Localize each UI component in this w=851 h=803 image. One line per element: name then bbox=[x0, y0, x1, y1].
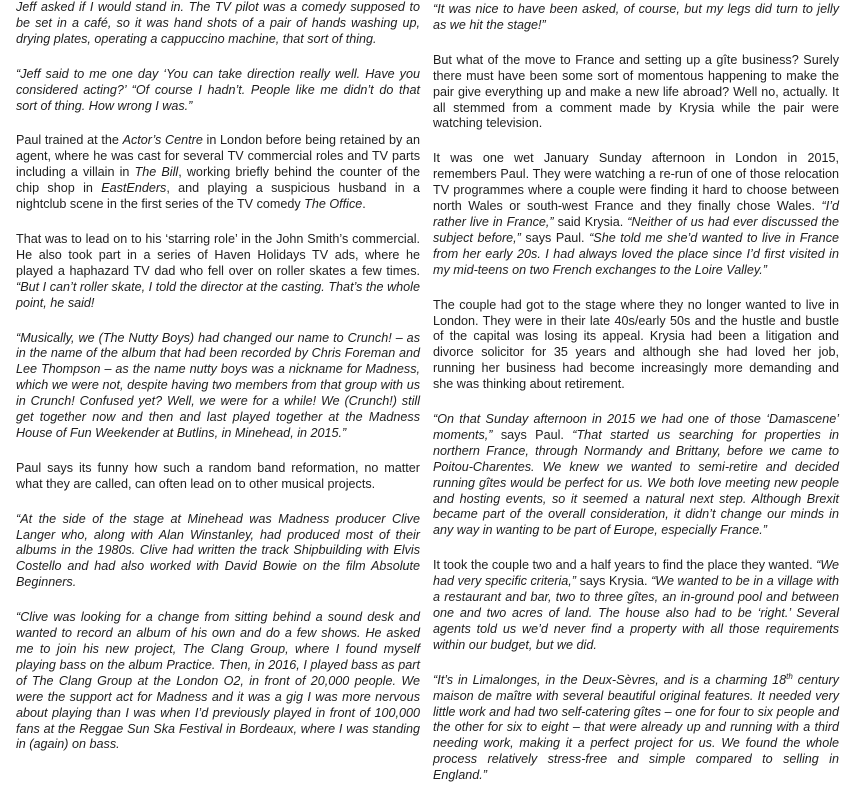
article-paragraph bbox=[16, 67, 420, 115]
article-paragraph bbox=[433, 558, 839, 653]
text-run: EastEnders bbox=[101, 181, 167, 196]
article-paragraph bbox=[433, 53, 839, 133]
text-run: “We had very specific criteria,” bbox=[433, 558, 839, 589]
text-run: Paul trained at the bbox=[16, 133, 123, 148]
article-paragraph bbox=[433, 151, 839, 278]
article-paragraph bbox=[16, 461, 420, 493]
article-paragraph bbox=[433, 412, 839, 539]
text-run: says Paul. bbox=[492, 427, 573, 442]
text-run: Actor’s Centre bbox=[122, 133, 203, 148]
article-paragraph bbox=[16, 331, 420, 442]
text-run: “Jeff said to me one day ‘You can take direction really well. Have you considered acting?’ “Of course I hadn’t. People like me didn’t do that sort of thing. How wrong I was.” bbox=[16, 66, 420, 113]
text-run: says Paul. bbox=[520, 230, 590, 245]
article-paragraph bbox=[433, 2, 839, 34]
text-run: century maison de maître with several beautiful original features. It needed very little work and had two self-catering gîtes – one for four to six people and the other for six to eight – that were already up and running with a third needing work, making it a perfect project for us. We found the whole process relatively stress-free and simple compared to selling in England.” bbox=[433, 672, 839, 783]
text-run: Jeff asked if I would stand in. The TV pilot was a comedy supposed to be set in a café, so it was hand shots of a pair of hands washing up, drying plates, operating a cappuccino machine, that sort of thing. bbox=[16, 0, 420, 46]
text-run: The Office bbox=[304, 197, 363, 212]
text-run: “On that Sunday afternoon in 2015 we had one of those ‘Damascene’ moments,” bbox=[433, 412, 839, 442]
text-run: “But I can’t roller skate, I told the director at the casting. That’s the whole point, he said! bbox=[16, 279, 420, 310]
text-run: in London before being retained by an agent, where he was cast for several TV commercial roles and TV parts including a villain in bbox=[16, 133, 420, 180]
text-run: “We wanted to be in a village with a restaurant and bar, two to three gîtes, an in-ground pool and between one and two acres of land. The house also had to be ‘right.’ Several agents told us we’d never find a property with all those requirements within our budget, but we did. bbox=[433, 574, 839, 652]
text-run: Paul says its funny how such a random band reformation, no matter what they are called, can often lead on to other musical projects. bbox=[16, 460, 420, 491]
text-run: “Clive was looking for a change from sitting behind a sound desk and wanted to record an album of his own and do a few shows. He asked me to join his new project, The Clang Group, where I found myself playing bass on the album Practice. Then, in 2016, I played bass as part of The Clang Group at the London O2, in front of 20,000 people. We were the support act for Madness and it was a gig I was more nervous about playing than I was when I’d previously played in front of 100,000 fans at the Reggae Sun Ska Festival in Bordeaux, where I was standing in (again) on bass. bbox=[16, 610, 420, 752]
article-paragraph bbox=[16, 0, 420, 48]
text-run: . bbox=[362, 197, 366, 212]
article-paragraph bbox=[16, 133, 420, 213]
text-run: “She told me she’d wanted to live in France from her early 20s. I had always loved the place since I’d first visited in my mid-teens on two French exchanges to the Loire Valley.” bbox=[433, 230, 839, 277]
text-run: , working briefly behind the counter of the chip shop in bbox=[16, 165, 420, 196]
text-run: “It was nice to have been asked, of course, but my legs did turn to jelly as we hit the stage!” bbox=[433, 2, 839, 32]
text-run: It was one wet January Sunday afternoon in London in 2015, remembers Paul. They were watching a re-run of one of those relocation TV programmes where a couple were finding it hard to choose between north Wales or south-west France and they finally chose Wales. bbox=[433, 151, 839, 214]
text-run: , and playing a suspicious husband in a nightclub scene in the first series of the TV comedy bbox=[16, 181, 421, 212]
text-run: says Krysia. bbox=[576, 574, 652, 589]
text-run: “Neither of us had ever discussed the subject before,” bbox=[433, 214, 839, 245]
text-run: said Krysia. bbox=[553, 214, 628, 229]
text-run: The couple had got to the stage where they no longer wanted to live in London. They were in their late 40s/early 50s and the hustle and bustle of the capital was losing its appeal. Krysia had been a litigation and divorce solicitor for 35 years and although she had loved her job, running her business had become increasingly more demanding and she was thinking about retirement. bbox=[433, 297, 839, 392]
article-paragraph bbox=[16, 232, 420, 312]
right-column bbox=[433, 2, 839, 803]
ordinal-suffix: th bbox=[786, 671, 793, 681]
text-run: “I’d rather live in France,” bbox=[433, 199, 839, 229]
article-paragraph bbox=[16, 512, 420, 592]
left-column bbox=[16, 2, 420, 772]
text-run: “That started us searching for properties in northern France, through Normandy and Brittany, before we came to Poitou-Charentes. We knew we wanted to semi-retire and decided running gîtes would be perfect for us. We both love meeting new people and hosting events, so it seemed a natural next step. Although Brexit became part of the overall consideration, it didn’t change our minds in any way in wanting to be part of Europe, especially France.” bbox=[433, 427, 839, 538]
text-run: It took the couple two and a half years to find the place they wanted. bbox=[433, 558, 817, 573]
text-run: The Bill bbox=[134, 165, 179, 180]
text-run: “Musically, we (The Nutty Boys) had changed our name to Crunch! – as in the name of the album that had been recorded by Chris Foreman and Lee Thompson – as the name nutty boys was a nickname for Madness, which we were not, despite having two members from that group with us in Crunch! Confused yet? Well, we were for a while! We (Crunch!) still get together now and then and last played together at the Madness House of Fun Weekender at Butlins, in Minehead, in 2015.” bbox=[16, 330, 420, 440]
article-paragraph bbox=[433, 673, 839, 784]
text-run: “At the side of the stage at Minehead was Madness producer Clive Langer who, along with Alan Winstanley, had produced most of their albums in the 1980s. Clive had written the track Shipbuilding with Elvis Costello and had also worked with David Bowie on the film Absolute Beginners. bbox=[16, 511, 420, 590]
text-run: “It’s in Limalonges, in the Deux-Sèvres, and is a charming 18 bbox=[433, 672, 787, 687]
article-paragraph bbox=[433, 298, 839, 393]
text-run: That was to lead on to his ‘starring role’ in the John Smith’s commercial. He also took part in a series of Haven Holidays TV ads, where he played a haphazard TV dad who fell over on roller skates a few times. bbox=[16, 231, 420, 278]
article-paragraph bbox=[16, 610, 420, 753]
text-run: But what of the move to France and setting up a gîte business? Surely there must have been some sort of momentous happening to make the pair give everything up and make a new life abroad? Well no, actually. It all stemmed from a comment made by Krysia while the pair were watching television. bbox=[433, 52, 839, 131]
